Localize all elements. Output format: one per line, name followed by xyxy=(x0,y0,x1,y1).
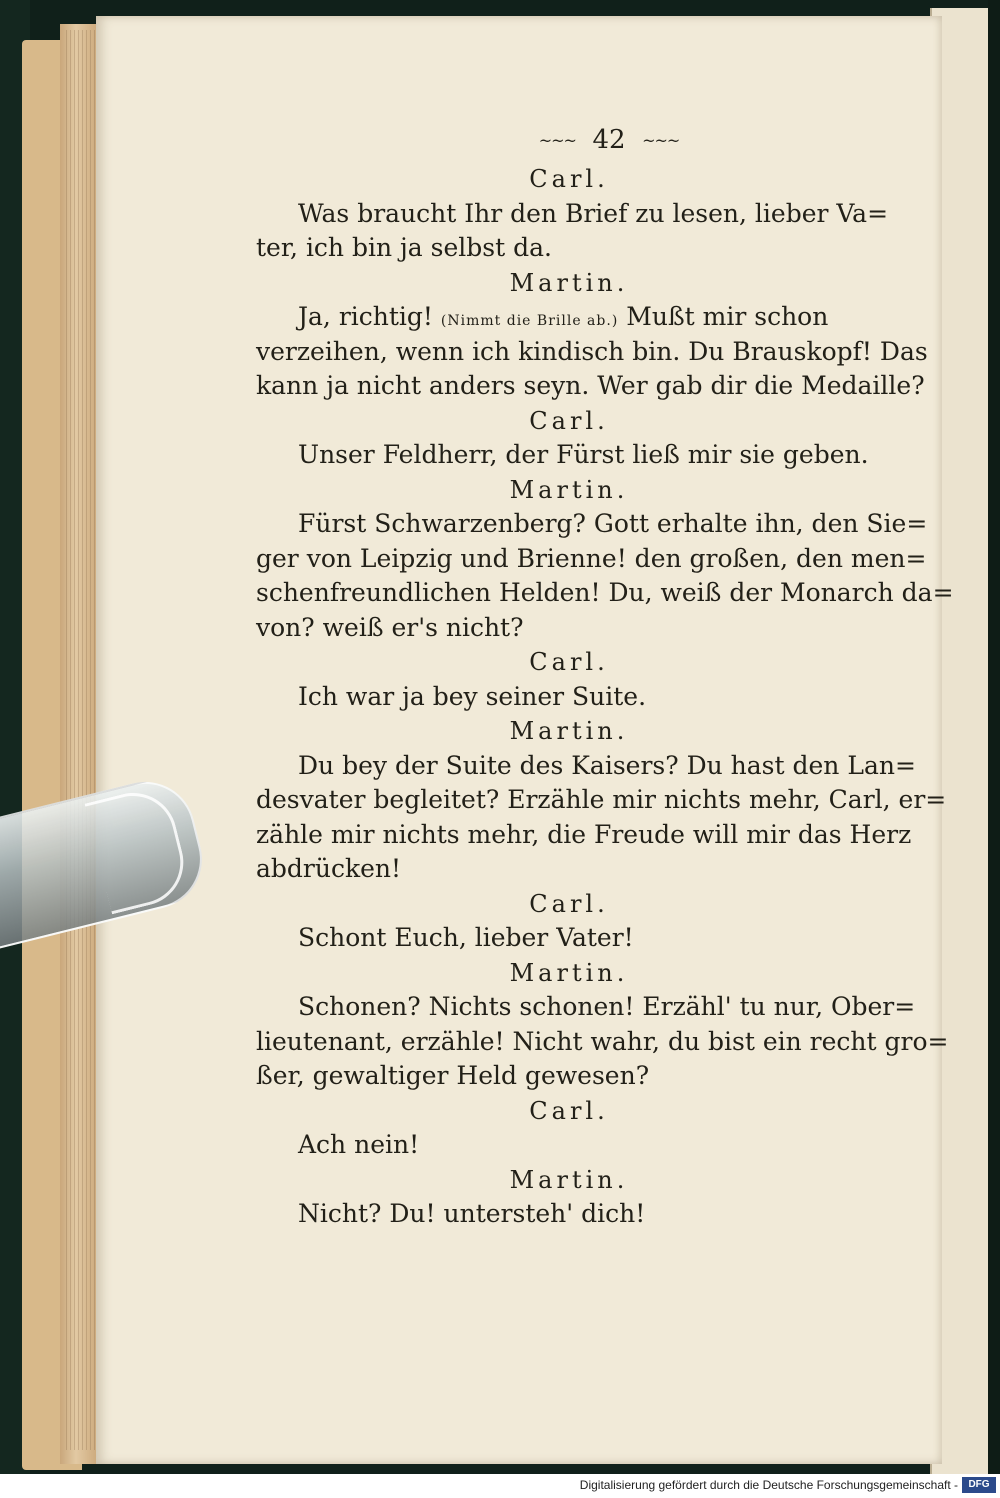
header-ornament-left: ~~~ xyxy=(538,131,576,150)
text-line xyxy=(256,680,962,715)
page-header xyxy=(256,120,962,160)
speaker-label: Martin. xyxy=(509,958,629,987)
speaker-name xyxy=(256,956,962,991)
line-text: zähle mir nichts mehr, die Freude will mir das Herz xyxy=(256,819,912,849)
line-text: Ach nein! xyxy=(298,1130,420,1159)
speaker-label: Carl. xyxy=(529,165,609,193)
page-stack-lines xyxy=(66,30,100,1450)
speaker-label: Martin. xyxy=(509,1165,629,1194)
line-text: Ja, richtig! xyxy=(298,302,433,331)
line-text: schenfreundlichen Helden! Du, weiß der Monarch da= xyxy=(256,578,954,607)
line-text: lieutenant, erzähle! Nicht wahr, du bist ein recht gro= xyxy=(256,1026,949,1056)
text-line xyxy=(256,542,962,577)
page-number: 42 xyxy=(592,125,626,155)
book-page xyxy=(96,16,954,1464)
dfg-logo: DFG xyxy=(962,1477,996,1493)
speaker-label: Carl. xyxy=(529,1096,609,1125)
line-text: Unser Feldherr, der Fürst ließ mir sie geben. xyxy=(298,440,869,469)
funding-credit: Digitalisierung gefördert durch die Deutsche Forschungsgemeinschaft - xyxy=(579,1478,958,1492)
text-line xyxy=(256,921,962,956)
text-line xyxy=(256,818,962,853)
text-line xyxy=(256,1128,962,1163)
text-line xyxy=(256,231,962,266)
line-text: kann ja nicht anders seyn. Wer gab dir die Medaille? xyxy=(256,371,925,400)
text-line xyxy=(256,852,962,887)
speaker-name xyxy=(256,473,962,508)
glass-rim xyxy=(85,784,193,915)
stage-direction: (Nimmt die Brille ab.) xyxy=(440,313,619,329)
line-text: ger von Leipzig und Brienne! den großen, den men= xyxy=(256,543,927,573)
text-line xyxy=(256,749,962,784)
text-line xyxy=(256,576,962,611)
line-text: Fürst Schwarzenberg? Gott erhalte ihn, den Sie= xyxy=(298,509,928,538)
speaker-label: Martin. xyxy=(509,475,629,504)
text-line xyxy=(256,990,962,1025)
text-line xyxy=(256,335,962,370)
text-line xyxy=(256,438,962,473)
text-line xyxy=(256,611,962,646)
speaker-name xyxy=(256,1163,962,1198)
speaker-label: Carl. xyxy=(529,889,609,918)
speaker-label: Martin. xyxy=(509,268,629,297)
line-text-continued: Mußt mir schon xyxy=(626,302,829,331)
page-text-block xyxy=(256,120,962,1232)
line-text: Schonen? Nichts schonen! Erzähl' tu nur, Ober= xyxy=(298,992,916,1021)
dialogue-text xyxy=(256,162,962,1232)
scanner-background-right xyxy=(988,0,1000,1498)
text-line xyxy=(256,783,962,818)
speaker-name xyxy=(256,887,962,922)
speaker-name xyxy=(256,1094,962,1129)
line-text: abdrücken! xyxy=(256,854,402,883)
speaker-name xyxy=(256,404,962,439)
speaker-name xyxy=(256,645,962,680)
line-text: ßer, gewaltiger Held gewesen? xyxy=(256,1061,650,1090)
line-text: Nicht? Du! untersteh' dich! xyxy=(298,1199,646,1228)
text-line xyxy=(256,507,962,542)
speaker-name xyxy=(256,714,962,749)
speaker-label: Martin. xyxy=(509,717,629,745)
speaker-label: Carl. xyxy=(529,648,609,676)
line-text: Du bey der Suite des Kaisers? Du hast den Lan= xyxy=(298,750,916,780)
line-text: von? weiß er's nicht? xyxy=(256,612,524,642)
text-line xyxy=(256,1197,962,1232)
text-line xyxy=(256,197,962,232)
text-line xyxy=(256,1025,962,1060)
line-text: desvater begleitet? Erzähle mir nichts mehr, Carl, er= xyxy=(256,785,947,814)
speaker-label: Carl. xyxy=(529,406,609,435)
speaker-name xyxy=(256,266,962,301)
line-text: verzeihen, wenn ich kindisch bin. Du Brauskopf! Das xyxy=(256,336,928,366)
text-line xyxy=(256,369,962,404)
speaker-name xyxy=(256,162,962,197)
text-line xyxy=(256,1059,962,1094)
line-text: ter, ich bin ja selbst da. xyxy=(256,233,552,262)
line-text: Schont Euch, lieber Vater! xyxy=(298,923,634,952)
footer-bar xyxy=(0,1474,1000,1498)
header-ornament-right: ~~~ xyxy=(642,131,680,150)
text-line xyxy=(256,300,962,335)
line-text: Was braucht Ihr den Brief zu lesen, lieber Va= xyxy=(298,198,889,228)
line-text: Ich war ja bey seiner Suite. xyxy=(298,681,647,711)
